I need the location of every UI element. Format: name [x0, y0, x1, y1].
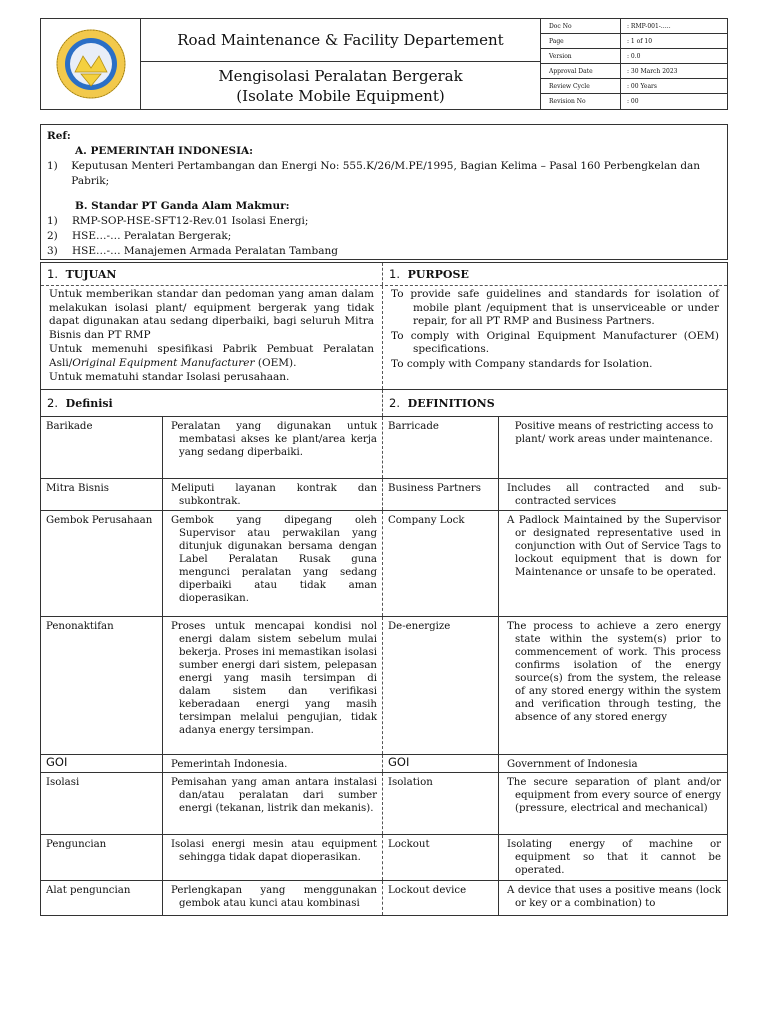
section-1-header — [41, 263, 727, 286]
title-indonesian: Mengisolasi Peralatan Bergerak — [218, 66, 463, 85]
term-english: Lockout — [383, 835, 499, 880]
meta-row — [541, 94, 728, 109]
meta-value: : 30 March 2023 — [627, 67, 678, 75]
definition-row — [41, 835, 727, 881]
meta-key: Revision No — [541, 94, 621, 109]
department-title: Road Maintenance & Facility Departement — [141, 19, 541, 62]
meta-value: : 00 Years — [627, 82, 657, 90]
ref-label: Ref: — [47, 130, 71, 142]
meta-key: Doc No — [541, 19, 621, 33]
definition-row — [41, 417, 727, 479]
section-number: 2. — [389, 395, 400, 410]
term-indonesian: Barikade — [41, 417, 163, 478]
purpose-text-italic: Original Equipment Manufacturer — [72, 356, 255, 369]
meta-value: : 00 — [627, 98, 639, 105]
definition-row — [41, 773, 727, 835]
definition-english — [499, 617, 727, 754]
section-title: Definisi — [65, 396, 113, 410]
ref-item — [47, 229, 721, 244]
ref-item — [47, 244, 721, 259]
definition-row — [41, 755, 727, 773]
definition-english — [499, 417, 727, 478]
meta-row — [541, 49, 728, 64]
definition-indonesian — [163, 881, 383, 915]
definition-english — [499, 773, 727, 834]
definition-row — [41, 511, 727, 617]
section-title: PURPOSE — [407, 268, 469, 281]
purpose-body — [41, 286, 727, 390]
purpose-text: Untuk memenuhi spesifikasi Pabrik Pembuat Peralatan Asli/ — [49, 343, 374, 369]
term-indonesian: GOI — [41, 755, 163, 772]
definition-row — [41, 881, 727, 915]
section-2-header — [41, 390, 727, 417]
definition-row — [41, 617, 727, 755]
definition-indonesian — [163, 511, 383, 616]
meta-row — [541, 19, 728, 34]
ref-item — [47, 159, 721, 189]
purpose-paragraph: To comply with Company standards for Isolation. — [391, 357, 653, 370]
section-title: DEFINITIONS — [407, 396, 495, 410]
ref-b-title: B. Standar PT Ganda Alam Makmur: — [75, 200, 290, 212]
definition-text: A Padlock Maintained by the Supervisor or designated representative used in conjunction with Out of Service Tags to lockout equipment that is down for Maintenance or unsafe to be operated. — [507, 514, 721, 578]
term-english: GOI — [383, 755, 499, 772]
section-number: 1. — [389, 267, 400, 281]
document-header — [40, 18, 728, 110]
section-heading — [41, 390, 383, 416]
ref-item — [47, 214, 721, 229]
purpose-paragraph — [49, 343, 374, 370]
definition-text: Peralatan yang digunakan untuk membatasi akses ke plant/area kerja yang sedang diperbaiki. — [171, 420, 377, 458]
ref-item-text: HSE…-… Peralatan Bergerak; — [72, 230, 232, 242]
definition-text: Isolating energy of machine or equipment so that it cannot be operated. — [507, 838, 721, 876]
definition-english — [499, 511, 727, 616]
term-english: Business Partners — [383, 479, 499, 510]
term-indonesian: Alat penguncian — [41, 881, 163, 915]
meta-key: Page — [541, 34, 621, 48]
company-logo — [41, 19, 141, 109]
document-meta-table — [541, 19, 728, 109]
definition-text: Gembok yang dipegang oleh Supervisor atau perwakilan yang ditunjuk digunakan bersama dengan Label Peralatan Rusak guna mengunci peralatan yang sedang diperbaiki atau tidak aman dioperasikan. — [171, 514, 377, 604]
term-indonesian: Penonaktifan — [41, 617, 163, 754]
definition-indonesian — [163, 617, 383, 754]
definition-text: The process to achieve a zero energy state within the system(s) prior to commencement of work. This process confirms isolation of the energy source(s) from the system, the release of any stored energy within the system and verification through testing, the absence of any stored energy — [507, 620, 721, 723]
ref-item-number: 2) — [47, 230, 58, 242]
section-heading — [383, 390, 727, 416]
meta-row — [541, 64, 728, 79]
ref-a-title: A. PEMERINTAH INDONESIA: — [75, 145, 254, 157]
section-heading — [41, 263, 383, 285]
term-english: De-energize — [383, 617, 499, 754]
meta-value: : 0.0 — [627, 52, 641, 60]
ref-item-number: 1) — [47, 215, 58, 227]
references-section — [40, 124, 728, 260]
meta-value: : RMP-001-….. — [627, 22, 671, 30]
definition-row — [41, 479, 727, 511]
term-indonesian: Gembok Perusahaan — [41, 511, 163, 616]
meta-key: Review Cycle — [541, 79, 621, 93]
meta-row — [541, 79, 728, 94]
purpose-paragraph: To comply with Original Equipment Manufacturer (OEM) specifications. — [391, 329, 719, 355]
ref-item-text: Keputusan Menteri Pertambangan dan Energi No: 555.K/26/M.PE/1995, Bagian Kelima – Pasal 160 Perbengkelan dan Pabrik; — [71, 160, 701, 187]
definition-indonesian — [163, 479, 383, 510]
definition-text: The secure separation of plant and/or equipment from every source of energy (pressure, electrical and mechanical) — [507, 776, 721, 814]
term-english: Barricade — [383, 417, 499, 478]
definition-indonesian — [163, 835, 383, 880]
term-english: Company Lock — [383, 511, 499, 616]
definitions-list — [41, 417, 727, 915]
term-english: Lockout device — [383, 881, 499, 915]
meta-key: Approval Date — [541, 64, 621, 78]
ref-item-text: HSE…-… Manajemen Armada Peralatan Tambang — [72, 245, 338, 257]
content-table — [40, 262, 728, 916]
purpose-text: (OEM). — [254, 356, 297, 369]
section-heading — [383, 263, 727, 285]
definition-text: Pemisahan yang aman antara instalasi dan/atau peralatan dari sumber energi (tekanan, listrik dan mekanis). — [171, 776, 377, 814]
purpose-paragraph: Untuk memberikan standar dan pedoman yang aman dalam melakukan isolasi plant/ equipment bergerak yang tidak dapat digunakan atau sedang diperbaiki, bagi seluruh Mitra Bisnis dan PT RMP — [49, 288, 374, 341]
definition-text: Pemerintah Indonesia. — [171, 758, 288, 770]
definition-text: Includes all contracted and sub-contracted services — [507, 482, 721, 507]
term-indonesian: Penguncian — [41, 835, 163, 880]
purpose-paragraph: Untuk mematuhi standar Isolasi perusahaan. — [49, 371, 290, 383]
ref-item-number: 3) — [47, 245, 58, 257]
term-indonesian: Mitra Bisnis — [41, 479, 163, 510]
definition-text: A device that uses a positive means (lock or key or a combination) to — [507, 884, 721, 909]
definition-text: Perlengkapan yang menggunakan gembok atau kunci atau kombinasi — [171, 884, 377, 909]
term-english: Isolation — [383, 773, 499, 834]
meta-key: Version — [541, 49, 621, 63]
definition-english — [499, 479, 727, 510]
ref-item-text: RMP-SOP-HSE-SFT12-Rev.01 Isolasi Energi; — [72, 215, 309, 227]
document-title — [141, 62, 541, 109]
definition-english — [499, 755, 727, 772]
definition-text: Meliputi layanan kontrak dan subkontrak. — [171, 482, 377, 507]
definition-text: Government of Indonesia — [507, 758, 638, 770]
definition-english — [499, 881, 727, 915]
logo-seal-icon — [55, 28, 127, 100]
definition-indonesian — [163, 417, 383, 478]
definition-text: Positive means of restricting access to plant/ work areas under maintenance. — [514, 420, 714, 445]
section-number: 2. — [47, 395, 58, 410]
section-number: 1. — [47, 267, 58, 281]
definition-indonesian — [163, 755, 383, 772]
meta-value: : 1 of 10 — [627, 37, 653, 45]
definition-indonesian — [163, 773, 383, 834]
purpose-english — [383, 286, 727, 389]
section-title: TUJUAN — [65, 268, 117, 281]
purpose-indonesian — [41, 286, 383, 389]
definition-english — [499, 835, 727, 880]
meta-row — [541, 34, 728, 49]
definition-text: Isolasi energi mesin atau equipment sehingga tidak dapat dioperasikan. — [171, 838, 377, 863]
term-indonesian: Isolasi — [41, 773, 163, 834]
title-english: (Isolate Mobile Equipment) — [236, 86, 445, 105]
ref-item-number: 1) — [47, 160, 58, 172]
definition-text: Proses untuk mencapai kondisi nol energi dalam sistem sebelum mulai bekerja. Proses ini memastikan isolasi sumber energi dari sistem, pelepasan energi yang masih tersimpan di dalam sistem dan verifikasi keberadaan energi yang masih tersimpan melalui pengujian, tidak adanya energy tersimpan. — [171, 620, 377, 736]
purpose-paragraph: To provide safe guidelines and standards for isolation of mobile plant /equipment that is unserviceable or under repair, for all PT RMP and Business Partners. — [391, 288, 719, 327]
